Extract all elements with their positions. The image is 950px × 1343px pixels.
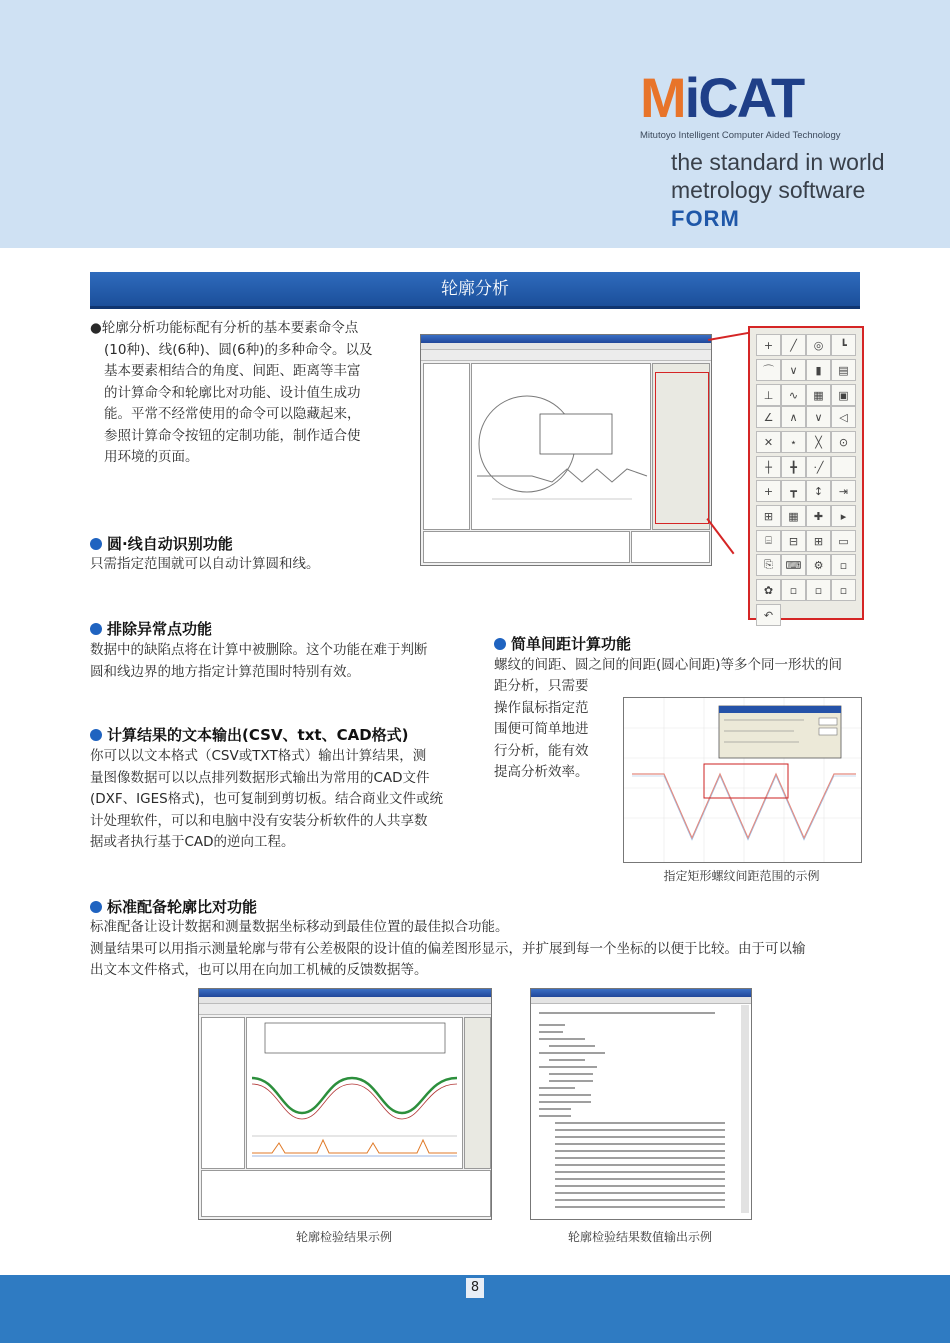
export-paragraph [90, 746, 465, 854]
auto-paragraph: 只需指定范围就可以自动计算圆和线。 [90, 556, 320, 572]
command-palette-zoom [748, 326, 864, 620]
chart-icon: ⊞ [806, 530, 831, 552]
coord-icon: ⊞ [756, 505, 781, 527]
tagline-line-2: metrology software [671, 177, 866, 203]
intersect-icon: ✕ [756, 431, 781, 453]
depth-icon: ▮ [806, 359, 831, 381]
pitch-line: 行分析，能有效 [494, 742, 589, 759]
point-line-icon: ·╱ [806, 456, 831, 478]
intro-line: 用环境的页面。 [104, 449, 199, 465]
text-output-lines [535, 1007, 740, 1212]
numeric-output-screenshot [530, 988, 752, 1220]
compare-line: 出文本文件格式，也可以用在向加工机械的反馈数据等。 [90, 962, 428, 978]
bullet-dot-icon [90, 729, 102, 741]
intro-line: 参照计算命令按钮的定制功能，制作适合使 [104, 427, 361, 444]
intro-paragraph [90, 318, 400, 469]
dist-icon: ↕ [806, 480, 831, 502]
calc-icon: ▦ [806, 384, 831, 406]
groove-icon: ∨ [781, 359, 806, 381]
outlier-line: 数据中的缺陷点将在计算中被删除。这个功能在难于判断 [90, 642, 428, 658]
keyboard-icon: ⌨ [781, 554, 806, 576]
thread-pitch-graph [624, 698, 861, 862]
outlier-heading [90, 618, 212, 639]
peak-icon: ∧ [781, 406, 806, 428]
key-input-icon: ⚙ [806, 554, 831, 576]
pitch-line: 距分析，只需要 [494, 678, 589, 694]
tracking-icon: ⌒ [756, 359, 781, 381]
pitch-line: 提高分析效率。 [494, 764, 589, 780]
pitch-line: 围便可简单地进 [494, 721, 589, 737]
circle-icon: ◎ [806, 334, 831, 356]
intersection-icon: ╳ [806, 431, 831, 453]
intro-line: 的计算命令和轮廓比对功能、设计值生成功 [104, 384, 361, 401]
analysis-screenshot [420, 334, 712, 566]
all-data-icon: ▸ [831, 505, 856, 527]
outlier-paragraph [90, 640, 465, 683]
logo-m: M [640, 66, 685, 129]
line-icon: ╱ [781, 334, 806, 356]
tagline [671, 148, 885, 204]
contour-result-screenshot [198, 988, 492, 1220]
pitch-line: 操作鼠标指定范 [494, 699, 589, 716]
compare-line: 测量结果可以用指示测量轮廓与带有公差极限的设计值的偏差图形显示，并扩展到每一个坐标的以便于比较。由于可以输 [90, 940, 806, 957]
export-line: 计处理软件，可以和电脑中没有安装分析软件的人共享数 [90, 812, 428, 829]
step-icon: ┳ [781, 480, 806, 502]
settings-icon: ✿ [756, 579, 781, 601]
micat-logo [640, 66, 850, 141]
pitch-heading [494, 633, 631, 654]
contour-compare-graph [247, 1018, 462, 1168]
intro-line: (10种)、线(6种)、圆(6种)的多种命令。以及 [104, 341, 373, 358]
table-icon: ▤ [831, 359, 856, 381]
auto-heading-text: 圆·线自动识别功能 [107, 535, 233, 553]
cross-point-icon: ┼ [756, 456, 781, 478]
pitch-screenshot [623, 697, 862, 863]
export-line: 量图像数据可以以点排列数据形式输出为常用的CAD文件 [90, 769, 430, 786]
bullet-dot-icon [90, 538, 102, 550]
export-heading-text: 计算结果的文本输出(CSV、txt、CAD格式) [107, 726, 409, 744]
export-heading [90, 724, 409, 745]
intro-line: 能。平常不经常使用的命令可以隐藏起来， [104, 406, 361, 422]
disabled-4-icon: ▫ [831, 579, 856, 601]
distance-icon: ⇥ [831, 480, 856, 502]
pitch-paragraph-wrap [494, 676, 614, 784]
custom-icon: ▣ [831, 384, 856, 406]
auto-heading [90, 533, 233, 554]
origin-icon: ┗ [831, 334, 856, 356]
bullet-dot-icon [494, 638, 506, 650]
section-title: 轮廓分析 [90, 272, 860, 309]
cross-point-2-icon: ╋ [781, 456, 806, 478]
result-icon: ⌸ [756, 530, 781, 552]
disabled-3-icon: ▫ [806, 579, 831, 601]
result-input-icon: ⎘ [756, 554, 781, 576]
cross-grid-icon: ✚ [806, 505, 831, 527]
point-input-icon: + [756, 480, 781, 502]
palette-group-misc [756, 554, 856, 626]
compare-paragraph [90, 917, 870, 982]
intro-line: ●轮廓分析功能标配有分析的基本要素命令点 [90, 320, 359, 336]
pitch-paragraph-line1: 螺纹的间距、圆之间的间距(圆心间距)等多个同一形状的间 [494, 657, 843, 673]
palette-group-distance [756, 480, 856, 552]
page-number: 8 [466, 1278, 484, 1298]
disabled-icon: ▫ [831, 554, 856, 576]
zoom-connector-top [708, 332, 750, 341]
window-icon: ▭ [831, 530, 856, 552]
disabled-2-icon: ▫ [781, 579, 806, 601]
palette-group-calc [756, 406, 856, 478]
product-name: FORM [671, 206, 740, 231]
compare-heading [90, 896, 257, 917]
measure-icon: ⊥ [756, 384, 781, 406]
tangent-icon: ⊙ [831, 431, 856, 453]
compare-icon: ∿ [781, 384, 806, 406]
logo-subtitle: Mitutoyo Intelligent Computer Aided Technology [640, 130, 841, 141]
undo-icon: ↶ [756, 604, 781, 626]
intro-line: 基本要素相结合的角度、间距、距离等丰富 [104, 363, 361, 379]
contour-result-caption: 轮廓检验结果示例 [295, 1230, 392, 1244]
valley-icon: ∨ [806, 406, 831, 428]
bullet-dot-icon [90, 623, 102, 635]
outlier-line: 圆和线边界的地方指定计算范围时特别有效。 [90, 663, 360, 680]
logo-rest: iCAT [684, 66, 804, 129]
outlier-heading-text: 排除异常点功能 [107, 620, 213, 638]
tagline-line-1: the standard in world [671, 149, 885, 175]
palette-group-elements [756, 334, 856, 406]
graph-icon: ⊟ [781, 530, 806, 552]
bullet-dot-icon [90, 901, 102, 913]
midpoint-icon: ⋆ [781, 431, 806, 453]
export-line: (DXF、IGES格式)，也可复制到剪切板。结合商业文件或统 [90, 791, 443, 807]
grid-icon: ▦ [781, 505, 806, 527]
triangle-icon: ◁ [831, 406, 856, 428]
compare-heading-text: 标准配备轮廓比对功能 [107, 898, 258, 916]
point-icon: + [756, 334, 781, 356]
numeric-output-caption: 轮廓检验结果数值输出示例 [567, 1230, 712, 1244]
profile-graph [472, 364, 650, 529]
pitch-caption: 指定矩形螺纹间距范围的示例 [663, 869, 820, 883]
compare-line: 标准配备让设计数据和测量数据坐标移动到最佳位置的最佳拟合功能。 [90, 919, 509, 935]
export-line: 你可以以文本格式（CSV或TXT格式）输出计算结果，测 [90, 748, 427, 764]
pitch-heading-text: 简单间距计算功能 [511, 635, 632, 653]
angle-icon: ∠ [756, 406, 781, 428]
empty-slot-icon [831, 456, 856, 478]
export-line: 据或者执行基于CAD的逆向工程。 [90, 834, 295, 850]
